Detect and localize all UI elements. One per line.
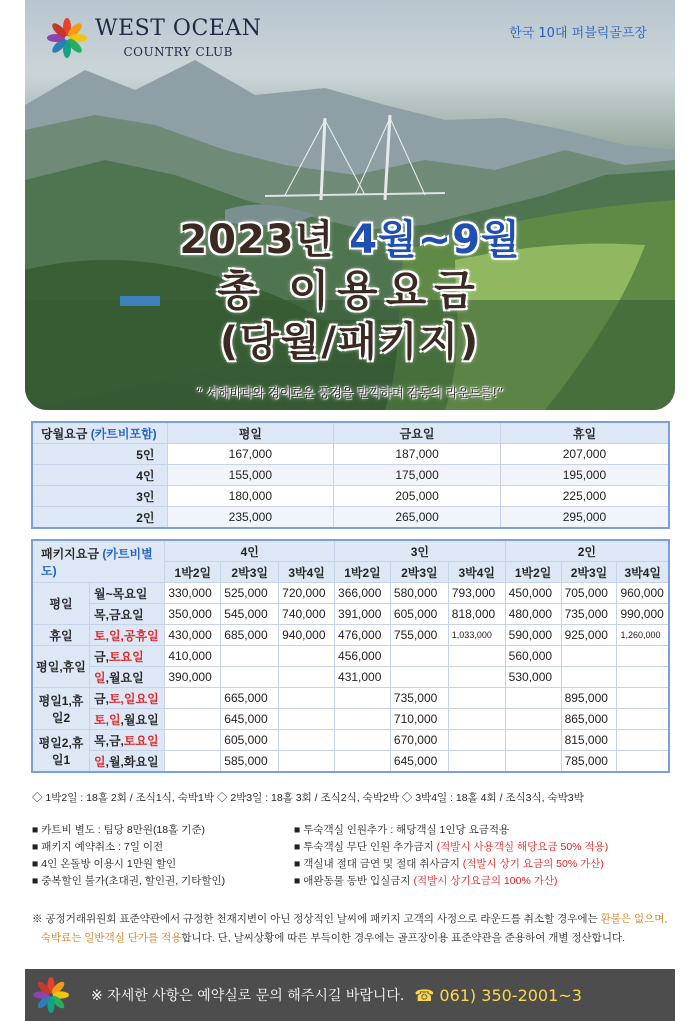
headline-year-text: 2023년	[179, 217, 350, 263]
table-row	[32, 730, 669, 751]
package-section-label: 평일	[32, 583, 90, 625]
day-text: 토,일,공휴일	[94, 628, 159, 643]
fee-cell	[561, 646, 617, 667]
fee-cell	[561, 667, 617, 688]
fee-cell	[617, 646, 669, 667]
fee-cell	[335, 730, 391, 751]
fee-cell	[165, 751, 221, 773]
package-day-label	[90, 688, 165, 709]
fee-cell: 990,000	[617, 604, 669, 625]
brand-sub: COUNTRY CLUB	[123, 45, 233, 59]
fee-cell	[221, 667, 279, 688]
headline-subtitle: (당월/패키지)	[219, 319, 481, 365]
package-day-label	[90, 730, 165, 751]
fee-cell: 670,000	[390, 730, 448, 751]
note-text: ■ 객실내 절대 금연 및 절대 취사금지	[294, 858, 463, 870]
fee-cell: 175,000	[334, 465, 501, 486]
hero-banner	[25, 0, 675, 410]
fee-cell: 207,000	[500, 444, 669, 465]
fee-cell: 167,000	[167, 444, 334, 465]
day-text: ,월,화요일	[105, 754, 159, 769]
fee-cell	[448, 751, 505, 773]
fee-cell	[448, 646, 505, 667]
package-label: 패키지요금	[41, 546, 99, 561]
fee-cell: 895,000	[561, 688, 617, 709]
note-text: ■ 투숙객실 무단 인원 추가금지	[294, 841, 437, 853]
table-row	[32, 625, 669, 646]
fee-cell: 456,000	[335, 646, 391, 667]
fee-cell: 235,000	[167, 507, 334, 529]
fee-cell: 720,000	[279, 583, 335, 604]
fee-cell: 330,000	[165, 583, 221, 604]
fee-cell: 590,000	[505, 625, 561, 646]
fee-cell	[505, 709, 561, 730]
package-subcol-header: 3박4일	[448, 562, 505, 583]
fee-cell	[279, 688, 335, 709]
fee-cell: 187,000	[334, 444, 501, 465]
fee-cell: 580,000	[390, 583, 448, 604]
fee-cell: 1,033,000	[448, 625, 505, 646]
fee-cell: 785,000	[561, 751, 617, 773]
flower-logo-icon	[33, 977, 69, 1013]
fee-cell	[617, 751, 669, 773]
fee-cell: 585,000	[221, 751, 279, 773]
fee-cell	[279, 751, 335, 773]
fee-cell: 645,000	[221, 709, 279, 730]
package-day-label	[90, 709, 165, 730]
fee-cell	[617, 688, 669, 709]
package-subcol-header: 2박3일	[221, 562, 279, 583]
note-warning: (적발시 사용객실 해당요금 50% 적용)	[436, 841, 609, 853]
monthly-header-label	[32, 422, 167, 444]
day-text: ,월요일	[120, 712, 159, 727]
fee-cell: 735,000	[561, 604, 617, 625]
package-subcol-header: 1박2일	[335, 562, 391, 583]
package-subcol-header: 1박2일	[165, 562, 221, 583]
package-day-label	[90, 646, 165, 667]
day-text: 월~목요일	[94, 586, 148, 601]
fee-cell: 685,000	[221, 625, 279, 646]
package-header-label	[32, 540, 165, 583]
headline-year	[25, 208, 675, 265]
fee-cell: 350,000	[165, 604, 221, 625]
day-text: 목,금요일	[94, 607, 144, 622]
table-row	[32, 709, 669, 730]
footer-bar	[25, 969, 675, 1021]
fee-cell	[279, 730, 335, 751]
policy-text-1: ※ 공정거래위원회 표준약관에서 규정한 천재지변이 아닌 정상적인 날씨에 패키지 고객의 사정으로 라운드를 취소할 경우에는	[32, 913, 601, 925]
fee-cell: 530,000	[505, 667, 561, 688]
fee-cell	[279, 646, 335, 667]
policy-text-2: 합니다. 단, 날씨상황에 따른 부득이한 경우에는 골프장이용 표준약관을 준용하여 개별 정산합니다.	[181, 932, 626, 944]
row-label: 2인	[32, 507, 167, 529]
headline-months: 4월~9월	[349, 217, 521, 263]
package-cart-note: (카트비별도)	[41, 546, 153, 578]
package-section-label: 평일1,휴일2	[32, 688, 90, 730]
row-label: 4인	[32, 465, 167, 486]
monthly-col-header: 휴일	[500, 422, 669, 444]
package-fee-table	[31, 539, 670, 773]
fee-cell: 925,000	[561, 625, 617, 646]
fee-cell	[221, 646, 279, 667]
footer-inquiry-text: ※ 자세한 사항은 예약실로 문의 해주시길 바랍니다.	[91, 988, 405, 1004]
fee-cell: 755,000	[390, 625, 448, 646]
package-day-label	[90, 751, 165, 773]
cancellation-policy	[32, 910, 672, 948]
fee-cell: 476,000	[335, 625, 391, 646]
package-group-header: 4인	[165, 540, 335, 562]
policy-highlight-2: 숙박료는 일반객실 단가를 적용	[40, 932, 182, 944]
package-section-label: 휴일	[32, 625, 90, 646]
fee-cell	[617, 667, 669, 688]
table-row	[32, 465, 669, 486]
fee-cell	[335, 751, 391, 773]
package-day-label	[90, 667, 165, 688]
package-subcol-header: 3박4일	[279, 562, 335, 583]
fee-cell	[617, 730, 669, 751]
fee-cell: 410,000	[165, 646, 221, 667]
package-day-label	[90, 583, 165, 604]
fee-cell	[279, 709, 335, 730]
fee-cell	[448, 667, 505, 688]
fee-cell: 605,000	[221, 730, 279, 751]
fee-cell: 366,000	[335, 583, 391, 604]
table-row	[32, 751, 669, 773]
fee-cell	[390, 667, 448, 688]
fee-cell	[165, 688, 221, 709]
footer-phone[interactable]: ☎ 061) 350-2001~3	[414, 985, 582, 1005]
table-row	[32, 604, 669, 625]
fee-cell: 818,000	[448, 604, 505, 625]
note-item: ■ 중복할인 불가(초대권, 할인권, 기타할인)	[32, 875, 226, 887]
table-row	[32, 583, 669, 604]
package-group-header: 2인	[505, 540, 669, 562]
fee-cell	[448, 709, 505, 730]
fee-cell: 390,000	[165, 667, 221, 688]
table-row	[32, 507, 669, 529]
note-text: ■ 투숙객실 인원추가 : 해당객실 1인당 요금적용	[294, 824, 510, 836]
package-day-label	[90, 625, 165, 646]
fee-cell: 960,000	[617, 583, 669, 604]
fee-cell: 480,000	[505, 604, 561, 625]
table-row	[32, 486, 669, 507]
fee-cell: 195,000	[500, 465, 669, 486]
fee-cell: 545,000	[221, 604, 279, 625]
brand-name: WEST OCEAN	[95, 16, 262, 41]
note-warning: (적발시 상기 요금의 50% 가산)	[462, 858, 604, 870]
package-subcol-header: 1박2일	[505, 562, 561, 583]
fee-cell	[505, 730, 561, 751]
fee-cell: 940,000	[279, 625, 335, 646]
package-group-header: 3인	[335, 540, 506, 562]
fee-cell: 705,000	[561, 583, 617, 604]
day-text: 일	[94, 670, 106, 685]
row-label: 3인	[32, 486, 167, 507]
flower-logo-icon	[47, 18, 87, 58]
brand-logo[interactable]	[47, 18, 261, 58]
table-row	[32, 667, 669, 688]
fee-cell: 295,000	[500, 507, 669, 529]
table-row	[32, 444, 669, 465]
note-item: ■ 카트비 별도 : 팀당 8만원(18홀 기준)	[32, 824, 205, 836]
fee-cell	[335, 688, 391, 709]
fee-cell: 560,000	[505, 646, 561, 667]
fee-cell	[505, 688, 561, 709]
fee-cell	[165, 709, 221, 730]
day-text: 토,일요일	[108, 691, 159, 706]
headline-title: 총 이용요금	[217, 266, 483, 315]
day-text: 일	[94, 754, 106, 769]
fee-cell: 645,000	[390, 751, 448, 773]
fee-cell: 180,000	[167, 486, 334, 507]
fee-cell: 431,000	[335, 667, 391, 688]
fee-cell: 735,000	[390, 688, 448, 709]
package-subcol-header: 2박3일	[390, 562, 448, 583]
fee-cell: 865,000	[561, 709, 617, 730]
day-text: 목,금,	[94, 733, 124, 748]
fee-cell: 450,000	[505, 583, 561, 604]
fee-cell	[390, 646, 448, 667]
fee-cell: 155,000	[167, 465, 334, 486]
day-text: 금,	[94, 649, 109, 664]
fee-cell: 430,000	[165, 625, 221, 646]
monthly-col-header: 금요일	[334, 422, 501, 444]
package-schedule-note: ◇ 1박2일 : 18홀 2회 / 조식1식, 숙박1박 ◇ 2박3일 : 18홀 3회 / 조식2식, 숙박2박 ◇ 3박4일 : 18홀 4회 / 조식3식, 숙박3박	[32, 792, 584, 804]
monthly-col-header: 평일	[167, 422, 334, 444]
table-row	[32, 646, 669, 667]
policy-highlight-1: 환불은 없으며,	[600, 913, 668, 925]
monthly-label: 당월요금	[41, 426, 88, 441]
fee-cell: 225,000	[500, 486, 669, 507]
fee-cell	[448, 688, 505, 709]
fee-cell: 665,000	[221, 688, 279, 709]
fee-cell: 740,000	[279, 604, 335, 625]
fee-cell: 815,000	[561, 730, 617, 751]
fee-cell: 710,000	[390, 709, 448, 730]
note-warning: (적발시 상기요금의 100% 가산)	[413, 875, 558, 887]
fee-cell: 605,000	[390, 604, 448, 625]
notes-right-list	[294, 822, 608, 890]
package-day-label	[90, 604, 165, 625]
monthly-cart-note: (카트비포함)	[90, 426, 157, 441]
package-subcol-header: 2박3일	[561, 562, 617, 583]
note-item: ■ 4인 온돌방 이용시 1만원 할인	[32, 858, 177, 870]
day-text: 토,일	[94, 712, 121, 727]
note-item	[294, 856, 608, 873]
fee-cell	[279, 667, 335, 688]
package-subcol-header: 3박4일	[617, 562, 669, 583]
table-row	[32, 688, 669, 709]
package-section-label: 평일2,휴일1	[32, 730, 90, 773]
day-text: 토요일	[123, 733, 159, 748]
note-item: ■ 패키지 예약취소 : 7일 이전	[32, 841, 164, 853]
brand-tagline: 한국 10대 퍼블릭골프장	[509, 26, 647, 41]
fee-cell	[617, 709, 669, 730]
hero-quote: “ 서해바다와 경이로운 풍경을 만끽하며 감동의 라운드를!”	[196, 386, 504, 400]
fee-cell	[165, 730, 221, 751]
note-text: ■ 애완동물 동반 입실금지	[294, 875, 414, 887]
fee-cell	[505, 751, 561, 773]
fee-cell: 265,000	[334, 507, 501, 529]
fee-cell: 793,000	[448, 583, 505, 604]
fee-cell	[335, 709, 391, 730]
fee-cell: 391,000	[335, 604, 391, 625]
row-label: 5인	[32, 444, 167, 465]
notes-left-list	[32, 822, 225, 890]
note-item	[294, 822, 608, 839]
fee-cell	[448, 730, 505, 751]
fee-cell: 525,000	[221, 583, 279, 604]
monthly-fee-table	[31, 421, 670, 529]
day-text: 금,	[94, 691, 109, 706]
day-text: ,월요일	[105, 670, 144, 685]
note-item	[294, 839, 608, 856]
package-section-label: 평일,휴일	[32, 646, 90, 688]
fee-cell: 1,260,000	[617, 625, 669, 646]
note-item	[294, 873, 608, 890]
day-text: 토요일	[108, 649, 144, 664]
fee-cell: 205,000	[334, 486, 501, 507]
